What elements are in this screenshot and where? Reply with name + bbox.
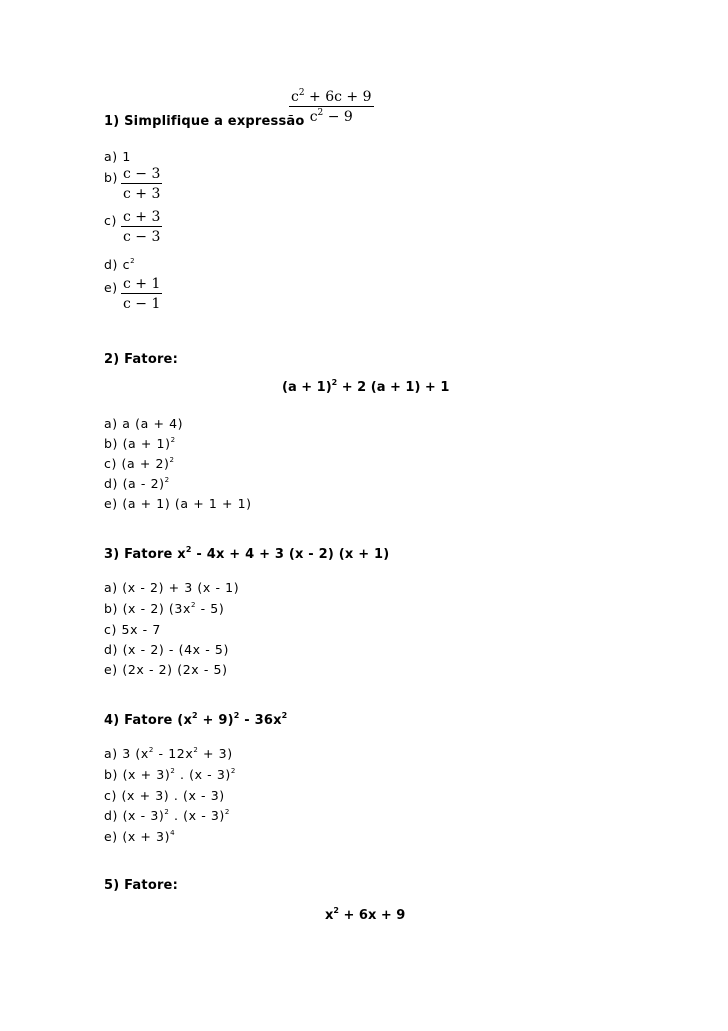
q1-option-b-fraction: c − 3 c + 3 bbox=[123, 166, 161, 202]
q3-option-c: c) 5x - 7 bbox=[104, 622, 161, 637]
q3-option-b: b) (x - 2) $(3x^2 - 5)$ bbox=[104, 601, 225, 616]
q1-option-a: a) 1 bbox=[104, 149, 131, 164]
q1-option-c-label: c) bbox=[104, 213, 117, 228]
q1-option-b-label: b) bbox=[104, 170, 119, 185]
q1-expression-denominator: $c^2 - 9$ bbox=[309, 108, 353, 125]
q1-option-d: d) $c^2$ bbox=[104, 257, 136, 272]
q1-expression-numerator: $c^2 + 6c + 9$ bbox=[291, 88, 372, 105]
q1-option-e-fraction: c + 1 c − 1 bbox=[123, 276, 161, 312]
q3-option-e: e) (2x - 2) (2x - 5) bbox=[104, 662, 228, 677]
q4-option-c: c) (x + 3) . (x - 3) bbox=[104, 788, 225, 803]
q4-option-a: a) 3 $(x^2 - 12x^2 + 3)$ bbox=[104, 746, 233, 761]
q1-option-c-fraction: c + 3 c − 3 bbox=[123, 209, 161, 245]
q2-option-c: c) $(a + 2)^2$ bbox=[104, 456, 175, 471]
q3-option-d: d) (x - 2) - (4x - 5) bbox=[104, 642, 229, 657]
q2-option-d: d) (a - 2)$^2$ bbox=[104, 476, 170, 491]
q5-title: 5) Fatore: bbox=[104, 878, 178, 893]
q2-expression: $(a + 1)^2 + 2$ (a + 1) + 1 bbox=[282, 378, 450, 395]
q1-expression-fraction bbox=[289, 89, 374, 125]
q2-option-e: e) (a + 1) (a + 1 + 1) bbox=[104, 496, 252, 511]
q1-title: 1) Simplifique a expressão bbox=[104, 114, 305, 129]
q2-title: 2) Fatore: bbox=[104, 352, 178, 367]
q5-expression: $x^2 + 6x + 9$ bbox=[325, 906, 406, 923]
q2-option-b: b) $(a + 1)^2$ bbox=[104, 436, 176, 451]
q2-option-a: a) a (a + 4) bbox=[104, 416, 184, 431]
q3-option-a: a) (x - 2) + 3 (x - 1) bbox=[104, 580, 240, 595]
q4-option-b: b) $(x + 3)^2$ . (x - 3)$^2$ bbox=[104, 767, 236, 782]
q4-option-e: e) $(x + 3)^4$ bbox=[104, 829, 176, 844]
q1-option-e-label: e) bbox=[104, 280, 118, 295]
q4-option-d: d) (x - 3)$^2$ . (x - 3)$^2$ bbox=[104, 808, 230, 823]
q3-title: 3) Fatore $x^2 - 4x + 4 + 3$ (x - 2) (x + 1) bbox=[104, 545, 390, 562]
q4-title: 4) Fatore $(x^2 + 9)^2 - 36x^2$ bbox=[104, 711, 288, 728]
